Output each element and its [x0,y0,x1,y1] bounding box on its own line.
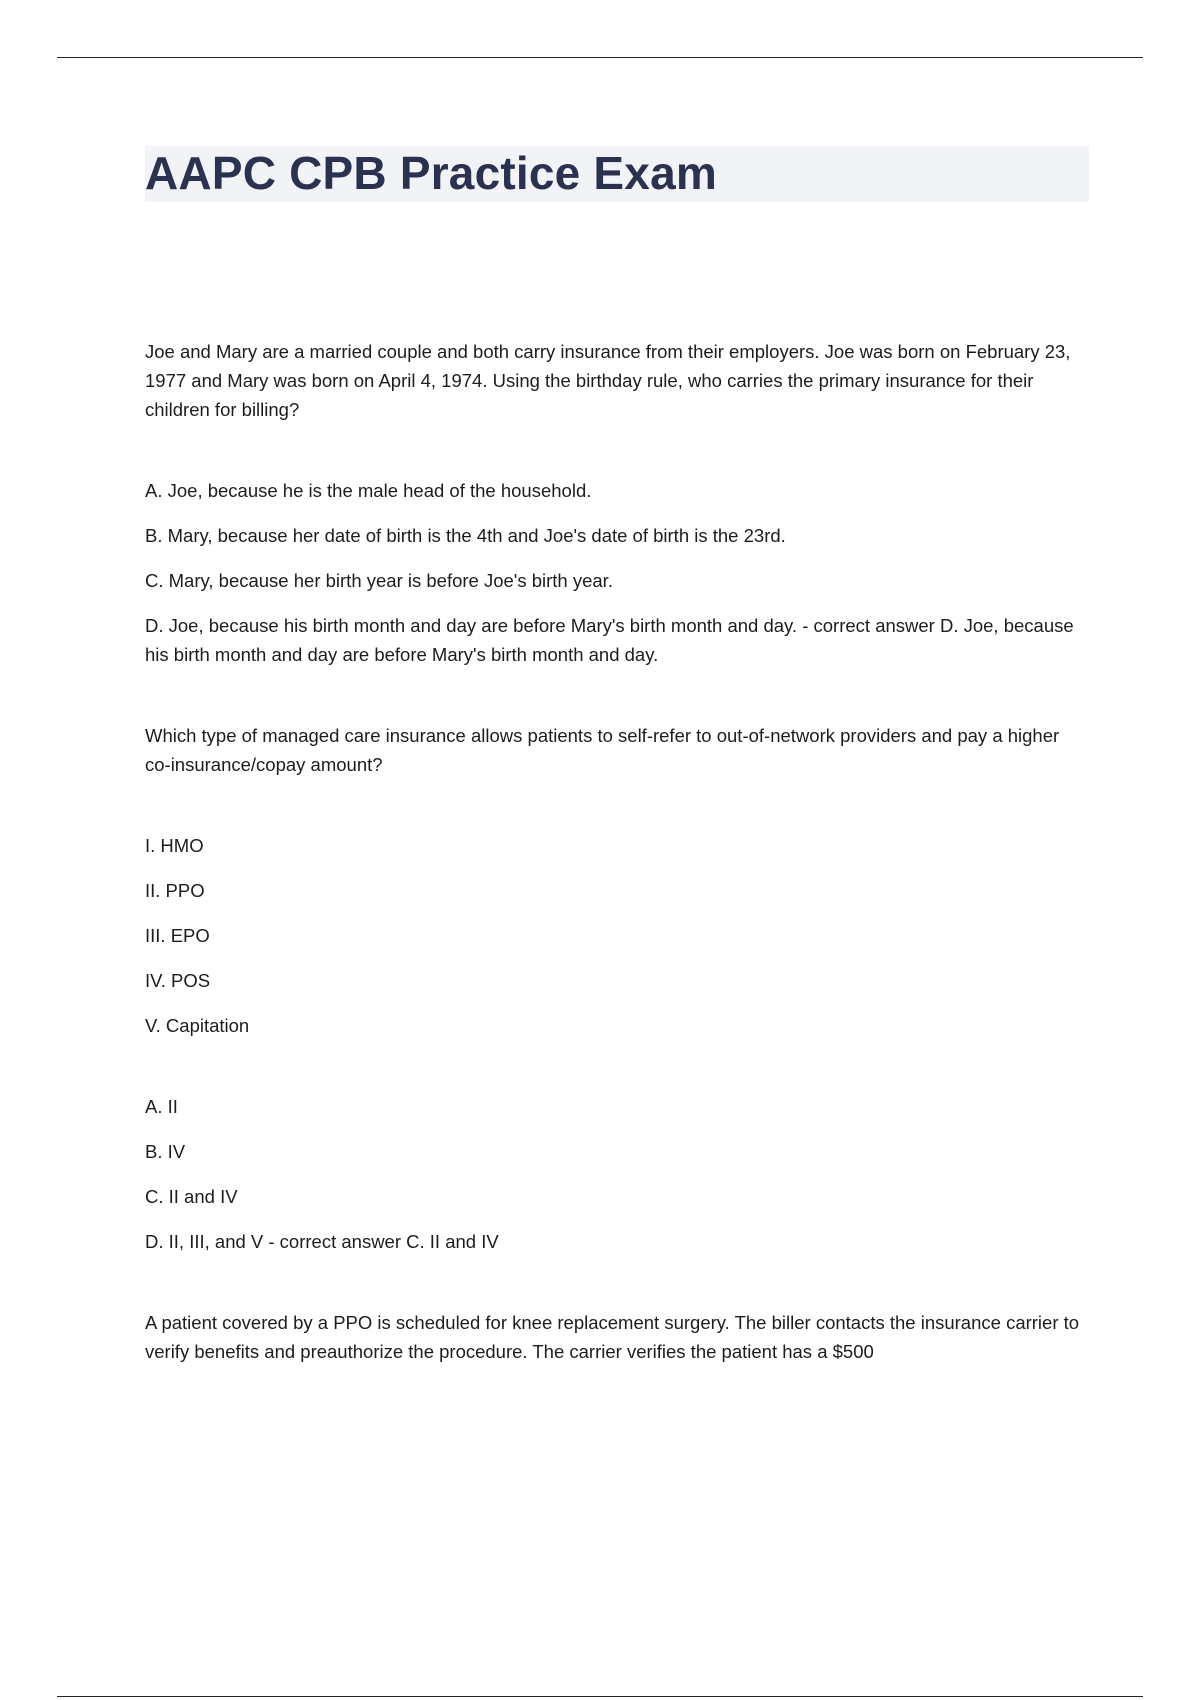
choice-item: I. HMO [145,835,204,856]
answer-option-with-correct-answer: D. Joe, because his birth month and day are before Mary's birth month and day. - correct answer D. Joe, because his birth month and day are before Mary's birth month and day. [145,615,1074,665]
choice-item: V. Capitation [145,1015,250,1036]
choice-item: II. PPO [145,880,205,901]
choice-item: III. EPO [145,925,210,946]
document-body [145,337,1087,1418]
answer-option: B. IV [145,1141,186,1162]
answer-option: B. Mary, because her date of birth is the 4th and Joe's date of birth is the 23rd. [145,525,786,546]
answer-option: C. Mary, because her birth year is before Joe's birth year. [145,570,613,591]
question-stem: A patient covered by a PPO is scheduled for knee replacement surgery. The biller contacts the insurance carrier to verify benefits and preauthorize the procedure. The carrier verifies the patient has a $500 [145,1312,1080,1362]
question-stem: Joe and Mary are a married couple and both carry insurance from their employers. Joe was born on February 23, 1977 and Mary was born on April 4, 1974. Using the birthday rule, who carries the primary insurance for their children for billing? [145,341,1071,420]
answer-option-with-correct-answer: D. II, III, and V - correct answer C. II and IV [145,1231,499,1252]
answer-option: A. Joe, because he is the male head of the household. [145,480,592,501]
top-rule [57,57,1143,58]
answer-option: A. II [145,1096,178,1117]
question-stem: Which type of managed care insurance allows patients to self-refer to out-of-network providers and pay a higher co-insurance/copay amount? [145,725,1060,775]
bottom-rule [57,1696,1143,1697]
choice-item: IV. POS [145,970,211,991]
answer-option: C. II and IV [145,1186,238,1207]
page-title: AAPC CPB Practice Exam [145,147,717,199]
